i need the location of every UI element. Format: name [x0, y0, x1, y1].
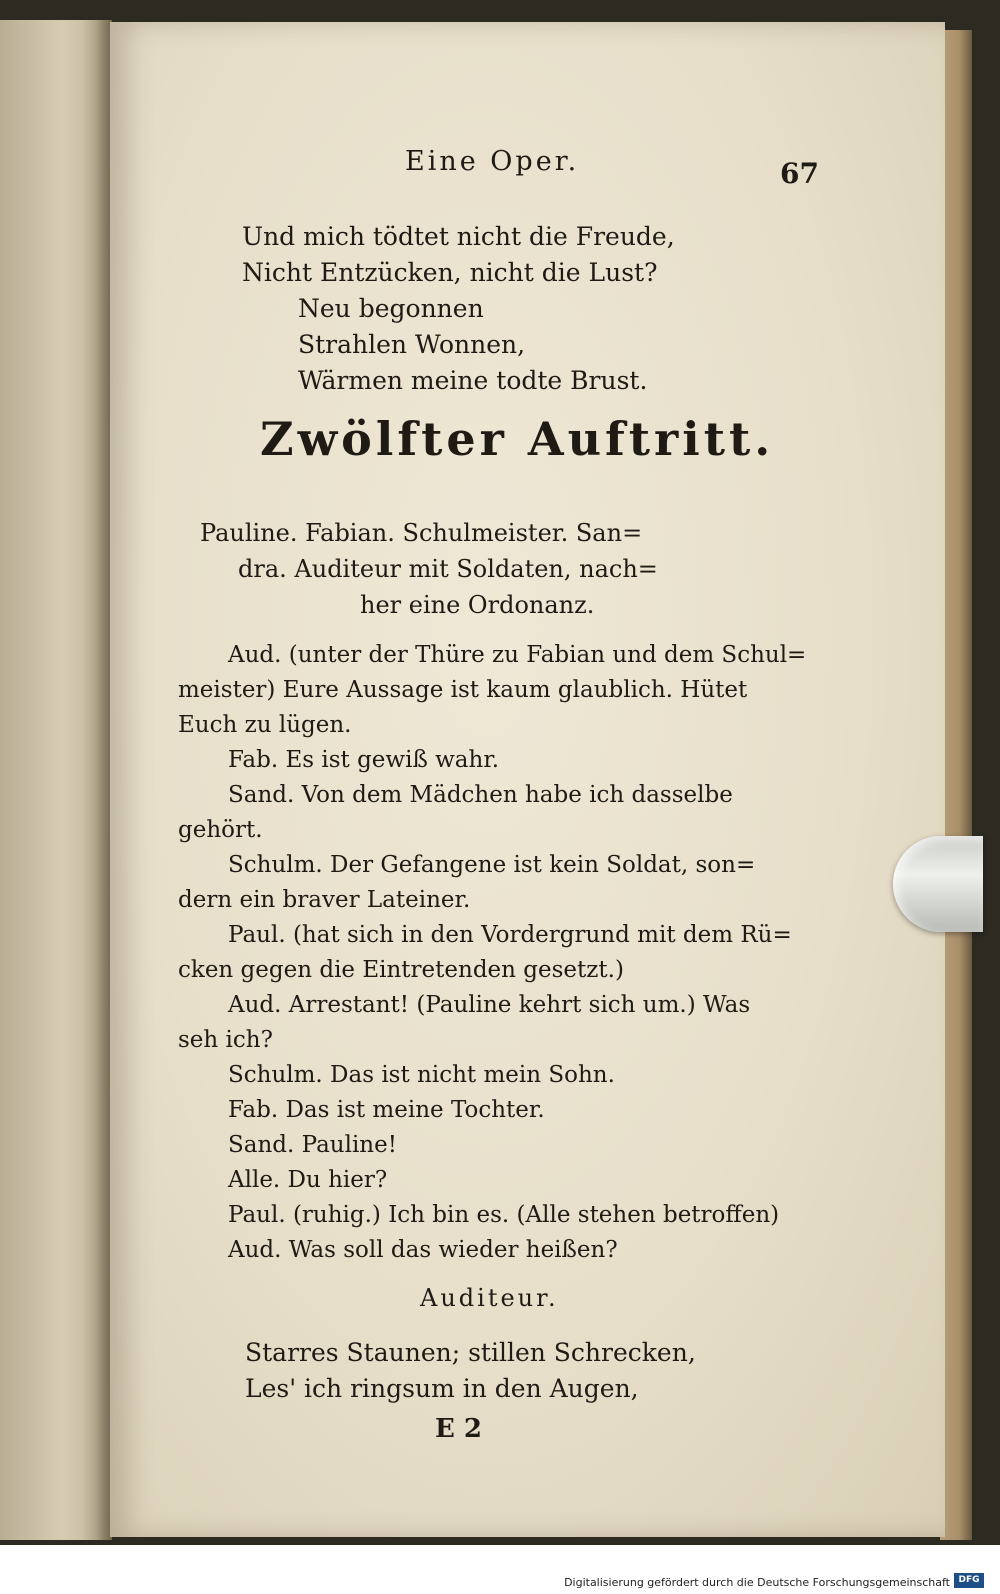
dialog-line: Fab. Es ist gewiß wahr.	[228, 747, 500, 773]
dialog-line: seh ich?	[178, 1027, 273, 1053]
dfg-logo-icon: DFG	[954, 1573, 984, 1588]
dialog-line: Fab. Das ist meine Tochter.	[228, 1097, 545, 1123]
dialog-line: meister) Eure Aussage ist kaum glaublich. Hütet	[178, 677, 748, 703]
dialog-line: Euch zu lügen.	[178, 712, 352, 738]
page-clip	[893, 836, 983, 932]
book-page	[110, 22, 945, 1537]
dialog-line: Paul. (hat sich in den Vordergrund mit dem Rü=	[228, 922, 792, 948]
dialog-line: Aud. Arrestant! (Pauline kehrt sich um.) Was	[228, 992, 751, 1018]
scene-title: Zwölfter Auftritt.	[260, 412, 775, 466]
dialog-line: Alle. Du hier?	[228, 1167, 388, 1193]
cast-line: dra. Auditeur mit Soldaten, nach=	[238, 555, 658, 583]
footer-credit: Digitalisierung gefördert durch die Deutsche Forschungsgemeinschaft	[564, 1576, 950, 1589]
verse-line: Nicht Entzücken, nicht die Lust?	[242, 258, 658, 287]
verse-line: Neu begonnen	[298, 294, 484, 323]
dialog-line: dern ein braver Lateiner.	[178, 887, 471, 913]
verse-line: Les' ich ringsum in den Augen,	[245, 1374, 639, 1403]
verse-line: Und mich tödtet nicht die Freude,	[242, 222, 675, 251]
verse-line: Starres Staunen; stillen Schrecken,	[245, 1338, 696, 1367]
verse-line: Wärmen meine todte Brust.	[298, 366, 648, 395]
left-page-edge	[0, 20, 112, 1540]
dialog-line: Schulm. Das ist nicht mein Sohn.	[228, 1062, 615, 1088]
running-header: Eine Oper.	[405, 146, 580, 177]
verse-line: Strahlen Wonnen,	[298, 330, 526, 359]
cast-line: her eine Ordonanz.	[360, 591, 595, 619]
singer-heading: Auditeur.	[420, 1284, 559, 1312]
dialog-line: Paul. (ruhig.) Ich bin es. (Alle stehen betroffen)	[228, 1202, 780, 1228]
dialog-line: gehört.	[178, 817, 263, 843]
dialog-line: cken gegen die Eintretenden gesetzt.)	[178, 957, 624, 983]
cast-line: Pauline. Fabian. Schulmeister. San=	[200, 519, 643, 547]
signature-mark: E 2	[435, 1414, 482, 1444]
page-number: 67	[780, 157, 819, 190]
dialog-line: Sand. Von dem Mädchen habe ich dasselbe	[228, 782, 733, 808]
dialog-line: Schulm. Der Gefangene ist kein Soldat, son=	[228, 852, 756, 878]
dialog-line: Sand. Pauline!	[228, 1132, 397, 1158]
dialog-line: Aud. (unter der Thüre zu Fabian und dem Schul=	[228, 642, 807, 668]
dialog-line: Aud. Was soll das wieder heißen?	[228, 1237, 618, 1263]
